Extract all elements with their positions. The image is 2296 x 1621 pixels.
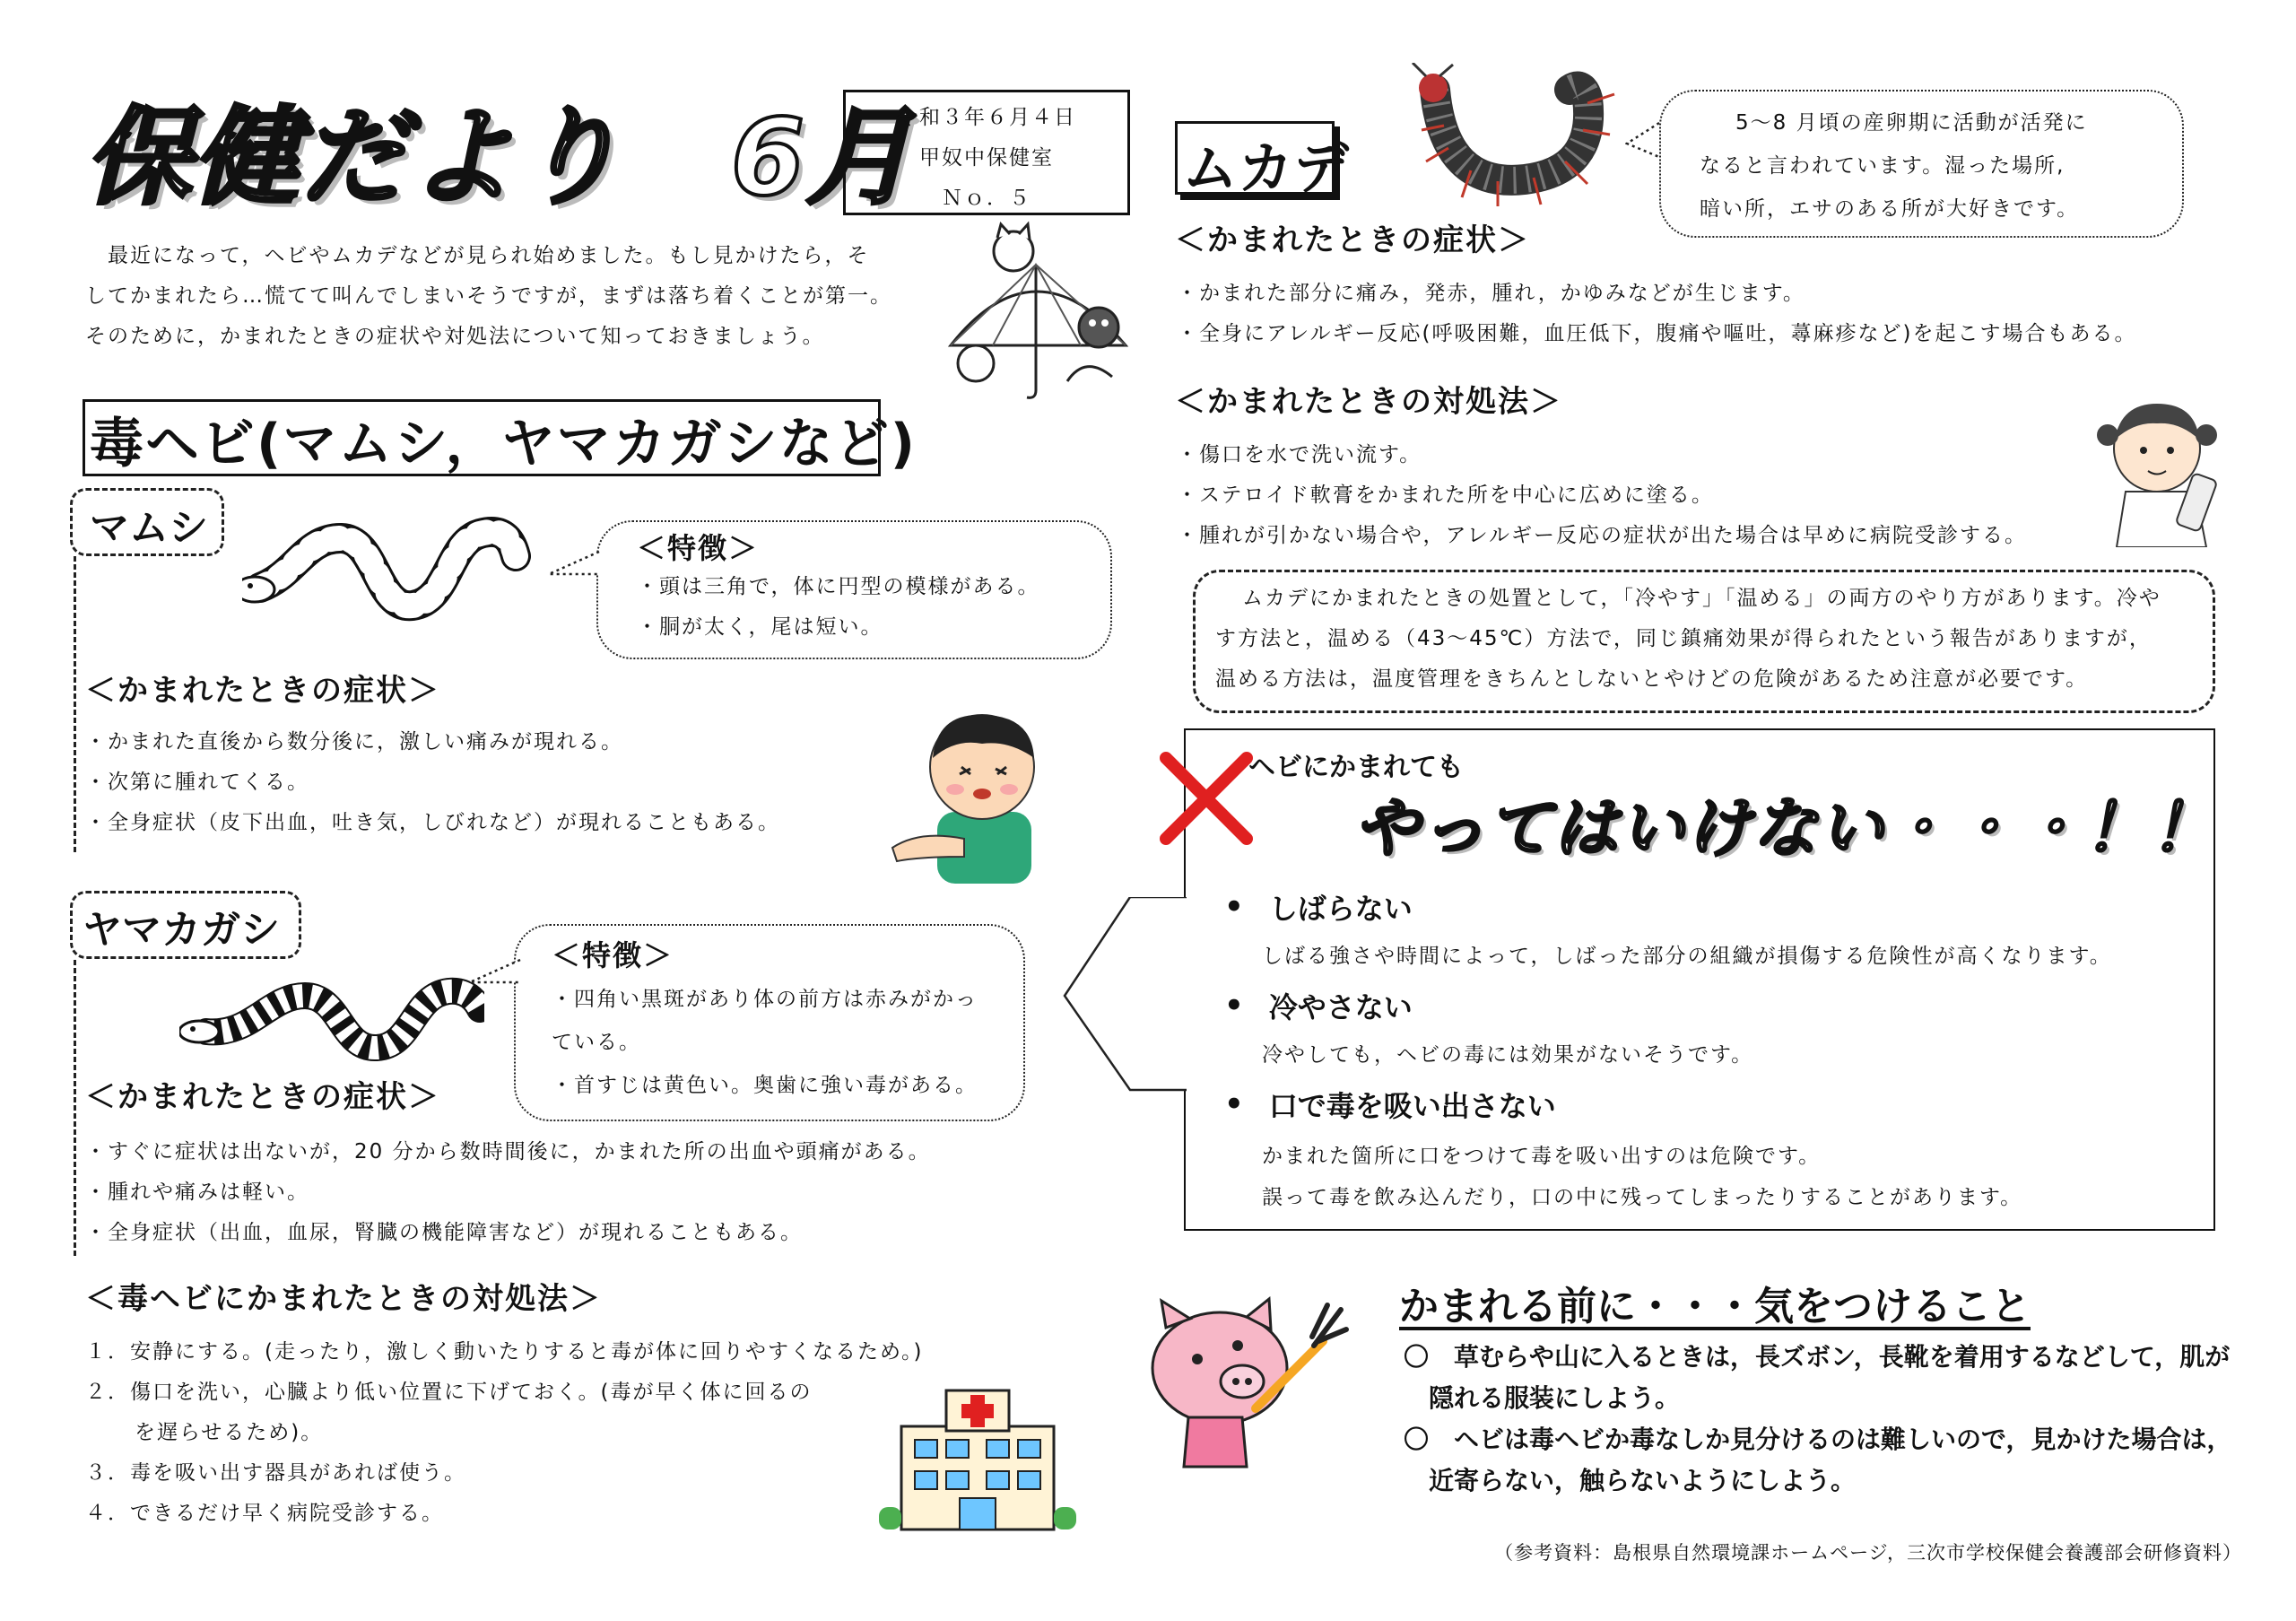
mamushi-snake-illustration	[242, 502, 538, 628]
dont-item-label: しばらない	[1268, 892, 1413, 926]
intro-line: そのために，かまれたときの症状や対処法について知っておきましょう。	[85, 325, 825, 348]
snake-treatment-item: ２．傷口を洗い，心臓より低い位置に下げておく。(毒が早く体に回るの	[85, 1381, 813, 1404]
prevention-list	[1404, 1337, 2231, 1502]
yamakagashi-symptom-item: ・すぐに症状は出ないが，20 分から数時間後に，かまれた所の出血や頭痛がある。	[85, 1140, 931, 1163]
dont-item	[1224, 884, 2112, 930]
dont-item	[1224, 1081, 2112, 1128]
bullet: •	[1224, 988, 1244, 1024]
centipede-info-line: 暗い所，エサのある所が大好きです。	[1700, 197, 2080, 221]
mamushi-label: マムシ	[90, 505, 208, 551]
centipede-symptom-item: ・全身にアレルギー反応(呼吸困難，血圧低下，腹痛や嘔吐，蕁麻疹など)を起こす場合もある。	[1177, 322, 2137, 345]
yamakagashi-symptom-title: ＜かまれたときの症状＞	[85, 1079, 440, 1115]
snake-section-title: 毒ヘビ(マムシ，ヤマカガシなど)	[90, 413, 918, 475]
dont-item-desc: 誤って毒を飲み込んだり，口の中に残ってしまったりすることがあります。	[1262, 1186, 2023, 1209]
donts-pre-title: ヘビにかまれても	[1248, 752, 1464, 783]
yamakagashi-feature-item: ・四角い黒斑があり体の前方は赤みがかっ	[552, 988, 978, 1011]
newsletter-title: 保健だより 6月	[85, 95, 915, 219]
prevention-item-line: 隠れる服装にしよう。	[1429, 1383, 1681, 1413]
arrow-pointer	[1063, 897, 1188, 1094]
issue-info-box	[843, 90, 1130, 215]
yamakagashi-feature-item: ・首すじは黄色い。奥歯に強い毒がある。	[552, 1074, 978, 1097]
yamakagashi-area-outline	[74, 960, 81, 1256]
mamushi-symptom-item: ・かまれた直後から数分後に，激しい痛みが現れる。	[85, 730, 623, 754]
prevention-item-line: 〇 ヘビは毒ヘビか毒なしか見分けるのは難しいので，見かけた場合は，	[1404, 1425, 2232, 1454]
intro-line: 最近になって，ヘビやムカデなどが見られ始めました。もし見かけたら，そ	[108, 244, 870, 267]
prevention-item-line: 近寄らない，触らないようにしよう。	[1429, 1466, 1857, 1495]
centipede-info-line: 5～8 月頃の産卵期に活動が活発に	[1735, 111, 2088, 135]
bullet: •	[1224, 889, 1244, 925]
dont-item-desc: 冷やしても，ヘビの毒には効果がないそうです。	[1262, 1043, 1754, 1067]
snake-treatment-item: を遅らせるため)。	[135, 1421, 324, 1444]
intro-text	[85, 236, 892, 357]
dont-item-desc: かまれた箇所に口をつけて毒を吸い出すのは危険です。	[1262, 1145, 1822, 1168]
snake-treatment-list	[85, 1332, 924, 1534]
issue-number: Ｎｏ．５	[942, 187, 1031, 210]
yamakagashi-feature-text	[552, 933, 978, 1107]
centipede-treatment-item: ・ステロイド軟膏をかまれた所を中心に広めに塗る。	[1177, 484, 1714, 507]
snake-treatment-item: ３．毒を吸い出す器具があれば使う。	[85, 1461, 466, 1485]
centipede-info-text	[1700, 101, 2088, 231]
mamushi-area-outline	[74, 556, 81, 852]
mamushi-feature-title: ＜特徴＞	[637, 531, 760, 565]
yamakagashi-symptom-item: ・全身症状（出血，血尿，腎臓の機能障害など）が現れることもある。	[85, 1221, 803, 1244]
centipede-title: ムカデ	[1182, 135, 1350, 201]
bullet: •	[1224, 1086, 1244, 1122]
mamushi-symptom-item: ・次第に腫れてくる。	[85, 771, 309, 794]
snake-treatment-title: ＜毒ヘビにかまれたときの対処法＞	[85, 1281, 602, 1317]
mamushi-feature-item: ・胴が太く，尾は短い。	[637, 615, 883, 639]
bubble-tail	[468, 955, 522, 991]
yamakagashi-symptom-item: ・腫れや痛みは軽い。	[85, 1181, 309, 1204]
dont-item	[1224, 982, 2112, 1029]
cats-umbrella-illustration	[933, 220, 1139, 399]
mamushi-symptom-item: ・全身症状（皮下出血，吐き気，しびれなど）が現れることもある。	[85, 811, 780, 834]
mamushi-symptom-list	[85, 722, 780, 843]
red-x-mark	[1157, 749, 1256, 848]
centipede-note-line: す方法と，温める（43～45℃）方法で，同じ鎮痛効果が得られたという報告がありますが，	[1215, 627, 2152, 650]
donts-title: やってはいけない・・・！！	[1354, 790, 2218, 866]
centipede-info-line: なると言われています。湿った場所,	[1700, 154, 2066, 178]
yamakagashi-symptom-list	[85, 1132, 931, 1253]
issue-office: 甲奴中保健室	[919, 146, 1054, 170]
centipede-treatment-item: ・傷口を水で洗い流す。	[1177, 443, 1422, 466]
snake-treatment-item: ４．できるだけ早く病院受診する。	[85, 1502, 444, 1525]
hospital-illustration	[874, 1381, 1081, 1534]
dont-item-label: 口で毒を吸い出さない	[1268, 1089, 1556, 1123]
girl-with-ointment-illustration	[2090, 386, 2233, 547]
bubble-tail	[547, 547, 601, 583]
dont-item-label: 冷やさない	[1268, 990, 1413, 1024]
snake-treatment-item: １．安静にする。(走ったり，激しく動いたりすると毒が体に回りやすくなるため。)	[85, 1340, 924, 1364]
pig-pointing-illustration	[1135, 1292, 1350, 1471]
centipede-symptom-title: ＜かまれたときの症状＞	[1175, 222, 1530, 258]
prevention-title: かまれる前に・・・気をつけること	[1399, 1284, 2031, 1329]
centipede-symptom-list	[1177, 274, 2136, 354]
centipede-note-line: ムカデにかまれたときの処置として，「冷やす」「温める」の両方のやり方があります。冷や	[1242, 587, 2161, 610]
dont-item-desc: しばる強さや時間によって，しばった部分の組織が損傷する危険性が高くなります。	[1262, 945, 2112, 968]
centipede-treatment-list	[1177, 435, 2027, 556]
yamakagashi-feature-title: ＜特徴＞	[552, 938, 674, 972]
prevention-item-line: 〇 草むらや山に入るときは，長ズボン，長靴を着用するなどして，肌が	[1404, 1342, 2231, 1372]
centipede-symptom-item: ・かまれた部分に痛み，発赤，腫れ，かゆみなどが生じます。	[1177, 282, 1805, 305]
centipede-treatment-title: ＜かまれたときの対処法＞	[1175, 384, 1562, 420]
yamakagashi-label: ヤマカガシ	[83, 907, 280, 953]
mamushi-feature-item: ・頭は三角で，体に円型の模様がある。	[637, 575, 1040, 598]
injured-boy-illustration	[883, 704, 1063, 884]
bubble-tail	[1625, 121, 1661, 175]
yamakagashi-snake-illustration	[179, 960, 484, 1068]
issue-date: 令和３年６月４日	[897, 106, 1076, 129]
mamushi-feature-text	[637, 529, 1040, 648]
centipede-note-text	[1215, 579, 2161, 700]
intro-line: してかまれたら…慌てて叫んでしまいそうですが，まずは落ち着くことが第一。	[85, 284, 892, 308]
donts-list	[1224, 884, 2112, 1217]
reference-note: （参考資料：島根県自然環境課ホームページ，三次市学校保健会養護部会研修資料）	[1494, 1542, 2242, 1564]
mamushi-symptom-title: ＜かまれたときの症状＞	[85, 673, 440, 709]
centipede-illustration	[1408, 63, 1623, 215]
yamakagashi-feature-item: ている。	[552, 1031, 641, 1054]
centipede-treatment-item: ・腫れが引かない場合や，アレルギー反応の症状が出た場合は早めに病院受診する。	[1177, 524, 2028, 547]
centipede-note-line: 温める方法は，温度管理をきちんとしないとやけどの危険があるため注意が必要です。	[1215, 667, 2089, 691]
